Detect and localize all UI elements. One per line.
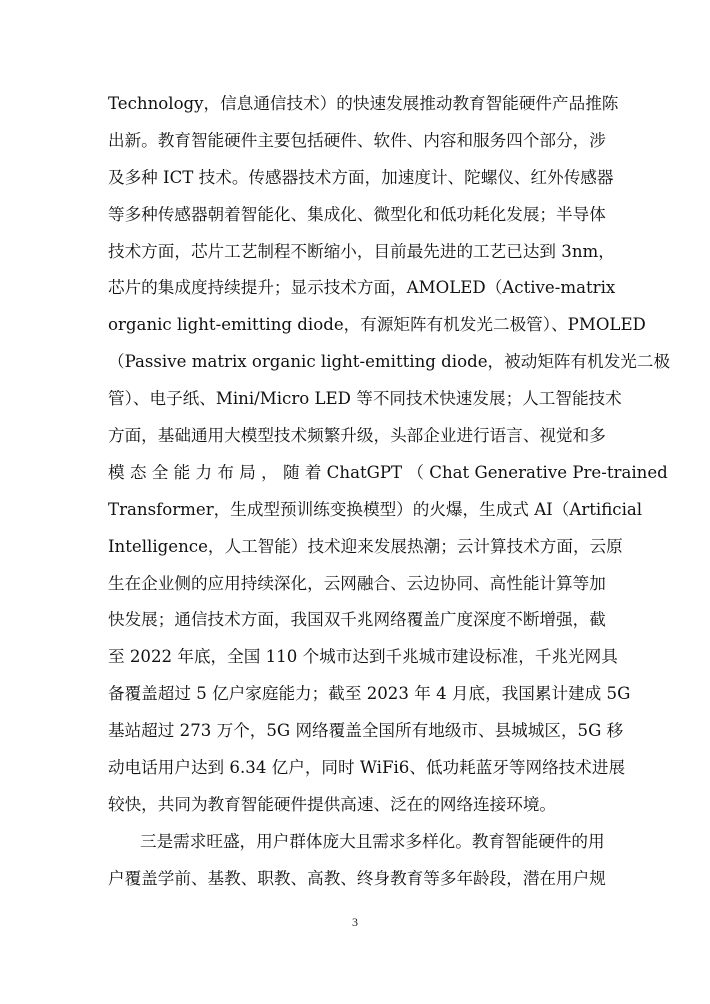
- text-line: 方面，基础通用大模型技术频繁升级，头部企业进行语言、视觉和多: [108, 426, 606, 446]
- text-line: 三是需求旺盛，用户群体庞大且需求多样化。教育智能硬件的用: [140, 831, 605, 851]
- text-line: 技术方面，芯片工艺制程不断缩小，目前最先进的工艺已达到 3nm，: [108, 241, 615, 261]
- text-line: 模 态 全 能 力 布 局 ， 随 着 ChatGPT （ Chat Generative Pre-trained: [108, 462, 668, 482]
- text-line: 管）、电子纸、Mini/Micro LED 等不同技术快速发展；人工智能技术: [108, 389, 622, 409]
- page-number: 3: [352, 915, 358, 929]
- text-line: 生在企业侧的应用持续深化，云网融合、云边协同、高性能计算等加: [108, 573, 606, 593]
- paragraph-demand: [108, 824, 606, 898]
- text-line: Intelligence，人工智能）技术迎来发展热潮；云计算技术方面，云原: [108, 536, 623, 556]
- text-line: 备覆盖超过 5 亿户家庭能力；截至 2023 年 4 月底，我国累计建成 5G: [108, 684, 631, 704]
- text-line: 基站超过 273 万个，5G 网络覆盖全国所有地级市、县城城区，5G 移: [108, 721, 624, 741]
- text-line: （Passive matrix organic light-emitting diode，被动矩阵有机发光二极: [108, 352, 671, 372]
- text-line: Transformer，生成型预训练变换模型）的火爆，生成式 AI（Artificial: [108, 499, 643, 519]
- text-line: 快发展；通信技术方面，我国双千兆网络覆盖广度深度不断增强，截: [108, 610, 606, 630]
- text-line: 较快，共同为教育智能硬件提供高速、泛在的网络连接环境。: [108, 794, 557, 814]
- text-line: 及多种 ICT 技术。传感器技术方面，加速度计、陀螺仪、红外传感器: [108, 167, 614, 187]
- text-line: 至 2022 年底，全国 110 个城市达到千兆城市建设标准，千兆光网具: [108, 647, 618, 667]
- text-line: organic light-emitting diode，有源矩阵有机发光二极管）、PMOLED: [108, 315, 646, 335]
- text-line: 芯片的集成度持续提升；显示技术方面，AMOLED（Active-matrix: [108, 278, 616, 298]
- text-line: 户覆盖学前、基教、职教、高教、终身教育等多年龄段，潜在用户规: [108, 868, 606, 888]
- text-line: 动电话用户达到 6.34 亿户，同时 WiFi6、低功耗蓝牙等网络技术进展: [108, 758, 626, 778]
- text-line: Technology，信息通信技术）的快速发展推动教育智能硬件产品推陈: [108, 94, 619, 113]
- body-text: [108, 86, 671, 898]
- paragraph-ict-technologies: [108, 86, 671, 824]
- text-line: 出新。教育智能硬件主要包括硬件、软件、内容和服务四个部分，涉: [108, 130, 606, 150]
- text-line: 等多种传感器朝着智能化、集成化、微型化和低功耗化发展；半导体: [108, 204, 606, 224]
